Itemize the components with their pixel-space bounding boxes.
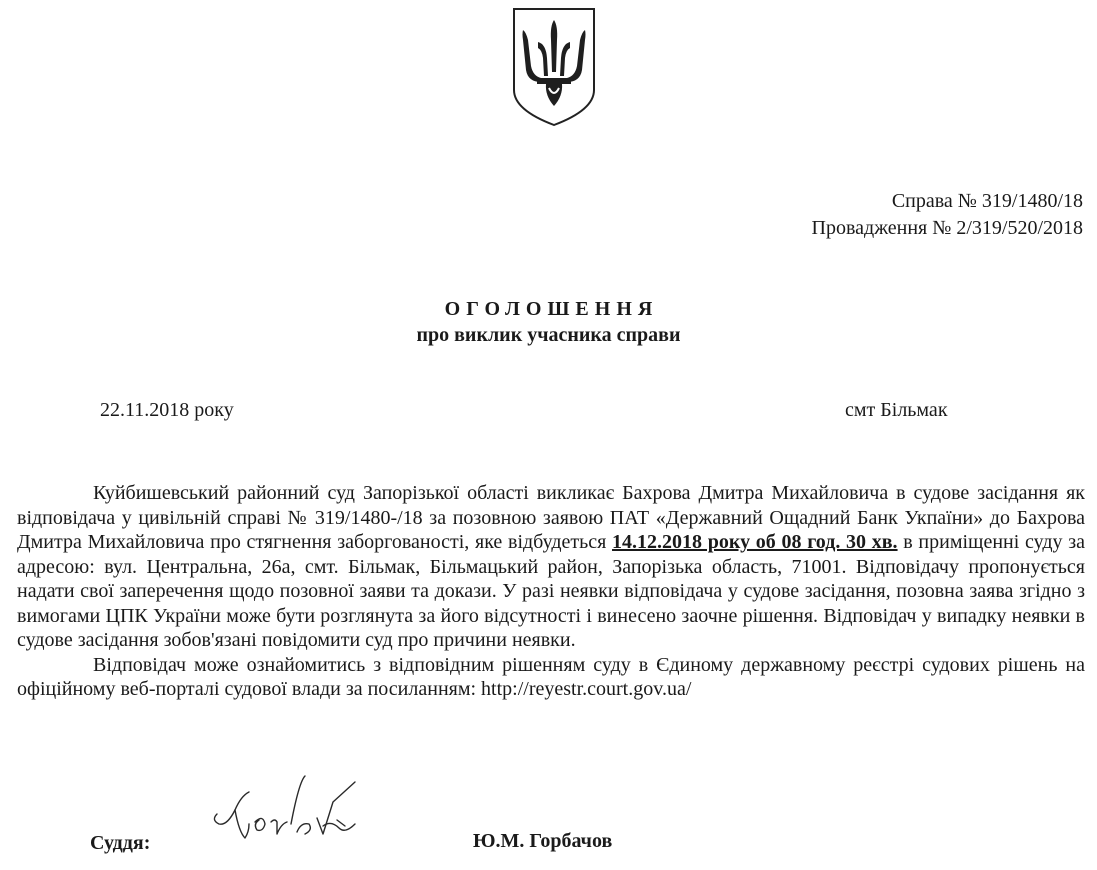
document-body bbox=[17, 481, 1085, 702]
document-place: смт Більмак bbox=[845, 399, 948, 421]
coat-of-arms-icon bbox=[511, 6, 597, 128]
paragraph-registry-info: Відповідач може ознайомитись з відповідним рішенням суду в Єдиному державному реєстрі судових рішень на офіційному веб-порталі судової влади за посиланням: http://reyestr.court.gov.ua/ bbox=[17, 653, 1085, 700]
title-block bbox=[0, 296, 1097, 348]
summons-text-start: Куйбишевський районний суд Запорізької області викликає Бахрова Дмитра Михайловича в судове засідання як відповідача у цивільній справі № 319/1480-/18 за позовною заявою ПАТ «Державний Ощадний Банк Укпаїни» до Бахрова Дмитра Михайловича про стягнення заборгованості, яке відбудеться bbox=[17, 482, 1085, 553]
case-number: Справа № 319/1480/18 bbox=[891, 190, 1083, 212]
paragraph-summons bbox=[17, 481, 1085, 653]
document-title: ОГОЛОШЕННЯ bbox=[444, 298, 659, 320]
document-date: 22.11.2018 року bbox=[100, 399, 234, 421]
summons-text-end: в приміщенні суду за адресою: вул. Центральна, 26а, смт. Більмак, Більмацький район, Запорізька область, 71001. Відповідачу пропонується надати свої заперечення щодо позовної заяви та докази. У разі неявки відповідача у судове засідання, позовна заява згідно з вимогами ЦПК України може бути розглянута за його відсутності і винесено заочне рішення. Відповідач у випадку неявки в судове засідання зобов'язані повідомити суд про причини неявки. bbox=[17, 531, 1085, 651]
case-reference bbox=[812, 188, 1083, 242]
document-subtitle: про виклик учасника справи bbox=[416, 324, 681, 346]
judge-name: Ю.М. Горбачов bbox=[473, 830, 613, 852]
proceeding-number: Провадження № 2/319/520/2018 bbox=[811, 217, 1083, 239]
judge-label: Суддя: bbox=[90, 832, 151, 854]
signature bbox=[205, 762, 375, 858]
hearing-datetime: 14.12.2018 року об 08 год. 30 хв. bbox=[612, 531, 898, 553]
